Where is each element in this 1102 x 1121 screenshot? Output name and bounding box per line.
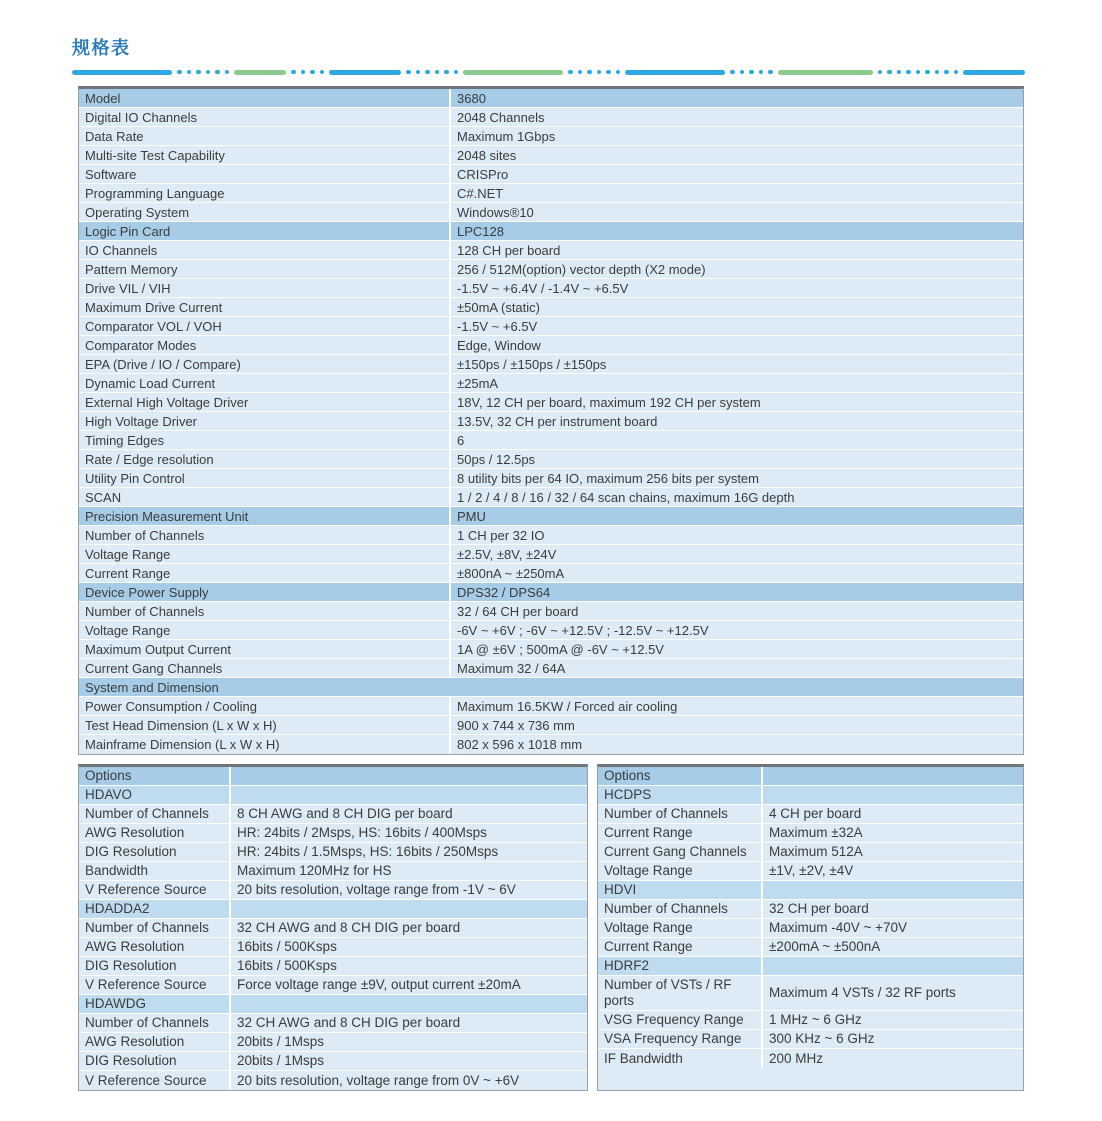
spec-row [598, 805, 1023, 824]
row-value: CRISPro [449, 165, 1023, 183]
row-value: 2048 Channels [449, 108, 1023, 126]
row-value: Maximum 1Gbps [449, 127, 1023, 145]
decor-dot [301, 70, 306, 75]
decor-dot [435, 70, 440, 75]
header-row [598, 767, 1023, 786]
spec-row [598, 862, 1023, 881]
row-value: Maximum 512A [761, 843, 1023, 861]
main-spec-table [78, 86, 1024, 755]
decor-dot [906, 70, 911, 75]
spec-row [598, 976, 1023, 1011]
decor-dot [568, 70, 573, 75]
row-label: VSA Frequency Range [598, 1030, 761, 1048]
spec-row [79, 412, 1023, 431]
row-value: 256 / 512M(option) vector depth (X2 mode) [449, 260, 1023, 278]
decor-dash-line [72, 69, 1030, 75]
decor-dot [215, 70, 220, 75]
spec-row [598, 900, 1023, 919]
row-value: 8 CH AWG and 8 CH DIG per board [229, 805, 587, 823]
row-value: HR: 24bits / 2Msps, HS: 16bits / 400Msps [229, 824, 587, 842]
options-table-right [597, 764, 1024, 1091]
spec-row [79, 881, 587, 900]
decor-bar [72, 70, 172, 75]
row-value: Maximum 16.5KW / Forced air cooling [449, 697, 1023, 715]
row-label: Current Gang Channels [79, 659, 449, 677]
row-label: Number of Channels [79, 919, 229, 937]
row-value: 2048 sites [449, 146, 1023, 164]
spec-row [79, 260, 1023, 279]
decor-dot [759, 70, 764, 75]
row-value: 900 x 744 x 736 mm [449, 716, 1023, 734]
header-row [79, 89, 1023, 108]
row-label: VSG Frequency Range [598, 1011, 761, 1029]
row-label: DIG Resolution [79, 957, 229, 975]
row-value: 16bits / 500Ksps [229, 938, 587, 956]
row-label: Power Consumption / Cooling [79, 697, 449, 715]
row-value [761, 957, 1023, 975]
row-label: Software [79, 165, 449, 183]
decor-dot [749, 70, 754, 75]
row-value [761, 767, 1023, 785]
spec-row [79, 374, 1023, 393]
spec-row [79, 336, 1023, 355]
row-label: EPA (Drive / IO / Compare) [79, 355, 449, 373]
row-label: Current Gang Channels [598, 843, 761, 861]
row-value: 300 KHz ~ 6 GHz [761, 1030, 1023, 1048]
row-label: Current Range [598, 824, 761, 842]
options-tables-container [78, 764, 1024, 1091]
decor-dot [416, 70, 421, 75]
spec-sheet-page [0, 34, 1102, 1091]
row-label: Programming Language [79, 184, 449, 202]
decor-dot [454, 70, 459, 75]
row-label: Voltage Range [79, 545, 449, 563]
spec-row [79, 805, 587, 824]
spec-row [79, 938, 587, 957]
row-value: 32 CH per board [761, 900, 1023, 918]
row-value: ±150ps / ±150ps / ±150ps [449, 355, 1023, 373]
row-value [229, 767, 587, 785]
row-value: ±25mA [449, 374, 1023, 392]
row-label: Comparator VOL / VOH [79, 317, 449, 335]
row-label: Current Range [79, 564, 449, 582]
row-label: Current Range [598, 938, 761, 956]
decor-dot [196, 70, 201, 75]
row-value: Windows®10 [449, 203, 1023, 221]
row-value: ±200mA ~ ±500nA [761, 938, 1023, 956]
decor-dot [291, 70, 296, 75]
row-value: Maximum 120MHz for HS [229, 862, 587, 880]
decor-dot [597, 70, 602, 75]
spec-row [79, 735, 1023, 754]
spec-row [79, 716, 1023, 735]
subheader-row [79, 900, 587, 919]
row-value: 32 CH AWG and 8 CH DIG per board [229, 919, 587, 937]
row-label: Number of Channels [79, 602, 449, 620]
spec-row [79, 1014, 587, 1033]
row-value [229, 900, 587, 918]
decor-dot [225, 70, 230, 75]
spec-row [79, 241, 1023, 260]
spec-row [79, 697, 1023, 716]
decor-dot [768, 70, 773, 75]
page-title: 规格表 [72, 38, 131, 58]
row-value: Force voltage range ±9V, output current ±20mA [229, 976, 587, 994]
spec-row [79, 146, 1023, 165]
decor-dot [916, 70, 921, 75]
spec-row [79, 564, 1023, 583]
row-value: C#.NET [449, 184, 1023, 202]
row-label: Comparator Modes [79, 336, 449, 354]
row-value: 20 bits resolution, voltage range from 0V ~ +6V [229, 1071, 587, 1090]
spec-row [79, 1052, 587, 1071]
decor-bar [463, 70, 563, 75]
row-value: Maximum ±32A [761, 824, 1023, 842]
decor-bar [329, 70, 401, 75]
spec-row [598, 919, 1023, 938]
row-label: Timing Edges [79, 431, 449, 449]
row-value: 3680 [449, 89, 1023, 107]
spec-row [598, 1011, 1023, 1030]
row-value: 1A @ ±6V ; 500mA @ -6V ~ +12.5V [449, 640, 1023, 658]
row-label: Options [598, 767, 761, 785]
spec-row [79, 127, 1023, 146]
row-label: Number of Channels [598, 900, 761, 918]
decor-dot [954, 70, 959, 75]
row-label: HDVI [598, 881, 761, 899]
spec-row [598, 1049, 1023, 1068]
row-value: 200 MHz [761, 1049, 1023, 1068]
row-label: Multi-site Test Capability [79, 146, 449, 164]
row-label: V Reference Source [79, 976, 229, 994]
subheader-row [598, 957, 1023, 976]
decor-bar [234, 70, 286, 75]
row-label: V Reference Source [79, 1071, 229, 1090]
decor-dot [310, 70, 315, 75]
row-label: Utility Pin Control [79, 469, 449, 487]
row-value: -1.5V ~ +6.5V [449, 317, 1023, 335]
section-title: System and Dimension [79, 678, 1023, 696]
row-value: 18V, 12 CH per board, maximum 192 CH per system [449, 393, 1023, 411]
row-value: -6V ~ +6V ; -6V ~ +12.5V ; -12.5V ~ +12.5V [449, 621, 1023, 639]
header-row [79, 583, 1023, 602]
decor-dot [897, 70, 902, 75]
row-label: Maximum Drive Current [79, 298, 449, 316]
row-value: 1 / 2 / 4 / 8 / 16 / 32 / 64 scan chains, maximum 16G depth [449, 488, 1023, 506]
decor-dot [187, 70, 192, 75]
row-label: Logic Pin Card [79, 222, 449, 240]
row-label: HDAVO [79, 786, 229, 804]
spec-row [79, 298, 1023, 317]
row-label: Precision Measurement Unit [79, 507, 449, 525]
decor-bar [778, 70, 873, 75]
row-value: ±1V, ±2V, ±4V [761, 862, 1023, 880]
spec-row [79, 165, 1023, 184]
row-value: PMU [449, 507, 1023, 525]
row-value [229, 995, 587, 1013]
row-label: AWG Resolution [79, 824, 229, 842]
row-value: 1 CH per 32 IO [449, 526, 1023, 544]
spec-row [79, 957, 587, 976]
decor-dot [606, 70, 611, 75]
row-label: AWG Resolution [79, 1033, 229, 1051]
row-label: HDADDA2 [79, 900, 229, 918]
spec-row [79, 659, 1023, 678]
decor-dot [878, 70, 883, 75]
row-value: Maximum 4 VSTs / 32 RF ports [761, 976, 1023, 1010]
spec-row [79, 843, 587, 862]
row-value: -1.5V ~ +6.4V / -1.4V ~ +6.5V [449, 279, 1023, 297]
section-row [79, 678, 1023, 697]
row-label: Number of Channels [79, 1014, 229, 1032]
decor-bar [625, 70, 725, 75]
row-label: Voltage Range [598, 919, 761, 937]
row-value [761, 786, 1023, 804]
decor-dot [944, 70, 949, 75]
spec-row [79, 1033, 587, 1052]
decor-dot [730, 70, 735, 75]
spec-row [598, 824, 1023, 843]
decor-dot [935, 70, 940, 75]
row-value: 8 utility bits per 64 IO, maximum 256 bits per system [449, 469, 1023, 487]
row-label: Number of Channels [79, 805, 229, 823]
row-label: Voltage Range [79, 621, 449, 639]
row-value: 128 CH per board [449, 241, 1023, 259]
row-label: Rate / Edge resolution [79, 450, 449, 468]
header-row [79, 222, 1023, 241]
spec-row [79, 203, 1023, 222]
row-value: 20 bits resolution, voltage range from -1V ~ 6V [229, 881, 587, 899]
row-label: DIG Resolution [79, 1052, 229, 1070]
row-label: IF Bandwidth [598, 1049, 761, 1068]
spec-row [79, 1071, 587, 1090]
spec-row [79, 602, 1023, 621]
row-label: Number of VSTs / RF ports [598, 976, 761, 1010]
row-label: External High Voltage Driver [79, 393, 449, 411]
row-label: Model [79, 89, 449, 107]
row-label: HCDPS [598, 786, 761, 804]
row-value: ±800nA ~ ±250mA [449, 564, 1023, 582]
row-value [761, 881, 1023, 899]
decor-dot [177, 70, 182, 75]
row-value: 13.5V, 32 CH per instrument board [449, 412, 1023, 430]
decor-dot [320, 70, 325, 75]
row-value: 6 [449, 431, 1023, 449]
header-row [79, 507, 1023, 526]
decor-dot [206, 70, 211, 75]
row-value: 4 CH per board [761, 805, 1023, 823]
row-value: 20bits / 1Msps [229, 1052, 587, 1070]
spec-row [79, 108, 1023, 127]
spec-row [79, 640, 1023, 659]
subheader-row [598, 786, 1023, 805]
row-value: 20bits / 1Msps [229, 1033, 587, 1051]
row-label: Options [79, 767, 229, 785]
row-label: Number of Channels [79, 526, 449, 544]
row-value: 16bits / 500Ksps [229, 957, 587, 975]
decor-dot [740, 70, 745, 75]
spec-row [79, 488, 1023, 507]
row-label: IO Channels [79, 241, 449, 259]
spec-row [79, 184, 1023, 203]
row-label: Test Head Dimension (L x W x H) [79, 716, 449, 734]
row-label: HDRF2 [598, 957, 761, 975]
row-label: Device Power Supply [79, 583, 449, 601]
decor-dot [425, 70, 430, 75]
row-value: Maximum -40V ~ +70V [761, 919, 1023, 937]
row-label: SCAN [79, 488, 449, 506]
row-label: V Reference Source [79, 881, 229, 899]
header-row [79, 767, 587, 786]
row-value: ±2.5V, ±8V, ±24V [449, 545, 1023, 563]
decor-dot [406, 70, 411, 75]
spec-row [598, 1030, 1023, 1049]
row-value: HR: 24bits / 1.5Msps, HS: 16bits / 250Msps [229, 843, 587, 861]
row-label: Digital IO Channels [79, 108, 449, 126]
row-label: AWG Resolution [79, 938, 229, 956]
spec-row [79, 393, 1023, 412]
spec-row [79, 976, 587, 995]
subheader-row [598, 881, 1023, 900]
spec-row [79, 431, 1023, 450]
spec-row [79, 279, 1023, 298]
decor-dot [616, 70, 621, 75]
decor-dot [925, 70, 930, 75]
spec-row [598, 938, 1023, 957]
spec-row [79, 450, 1023, 469]
decor-dot [578, 70, 583, 75]
row-label: HDAWDG [79, 995, 229, 1013]
spec-row [79, 317, 1023, 336]
row-label: DIG Resolution [79, 843, 229, 861]
row-label: Voltage Range [598, 862, 761, 880]
decor-dot [444, 70, 449, 75]
spec-row [79, 621, 1023, 640]
spec-row [79, 526, 1023, 545]
row-value: LPC128 [449, 222, 1023, 240]
row-label: Dynamic Load Current [79, 374, 449, 392]
spec-row [598, 843, 1023, 862]
decor-dot [887, 70, 892, 75]
subheader-row [79, 786, 587, 805]
row-value: 802 x 596 x 1018 mm [449, 735, 1023, 754]
row-label: Data Rate [79, 127, 449, 145]
subheader-row [79, 995, 587, 1014]
row-label: Pattern Memory [79, 260, 449, 278]
row-label: Operating System [79, 203, 449, 221]
row-label: Drive VIL / VIH [79, 279, 449, 297]
row-value: 32 CH AWG and 8 CH DIG per board [229, 1014, 587, 1032]
decor-bar [963, 70, 1025, 75]
decor-dot [587, 70, 592, 75]
spec-row [79, 469, 1023, 488]
row-value: 32 / 64 CH per board [449, 602, 1023, 620]
row-value: ±50mA (static) [449, 298, 1023, 316]
row-value: 1 MHz ~ 6 GHz [761, 1011, 1023, 1029]
spec-row [79, 355, 1023, 374]
row-value [229, 786, 587, 804]
row-value: DPS32 / DPS64 [449, 583, 1023, 601]
spec-row [79, 824, 587, 843]
row-label: Bandwidth [79, 862, 229, 880]
spec-row [79, 862, 587, 881]
row-value: Maximum 32 / 64A [449, 659, 1023, 677]
row-label: Mainframe Dimension (L x W x H) [79, 735, 449, 754]
row-label: High Voltage Driver [79, 412, 449, 430]
row-label: Number of Channels [598, 805, 761, 823]
spec-row [79, 919, 587, 938]
options-table-left [78, 764, 588, 1091]
row-value: 50ps / 12.5ps [449, 450, 1023, 468]
row-label: Maximum Output Current [79, 640, 449, 658]
spec-row [79, 545, 1023, 564]
row-value: Edge, Window [449, 336, 1023, 354]
